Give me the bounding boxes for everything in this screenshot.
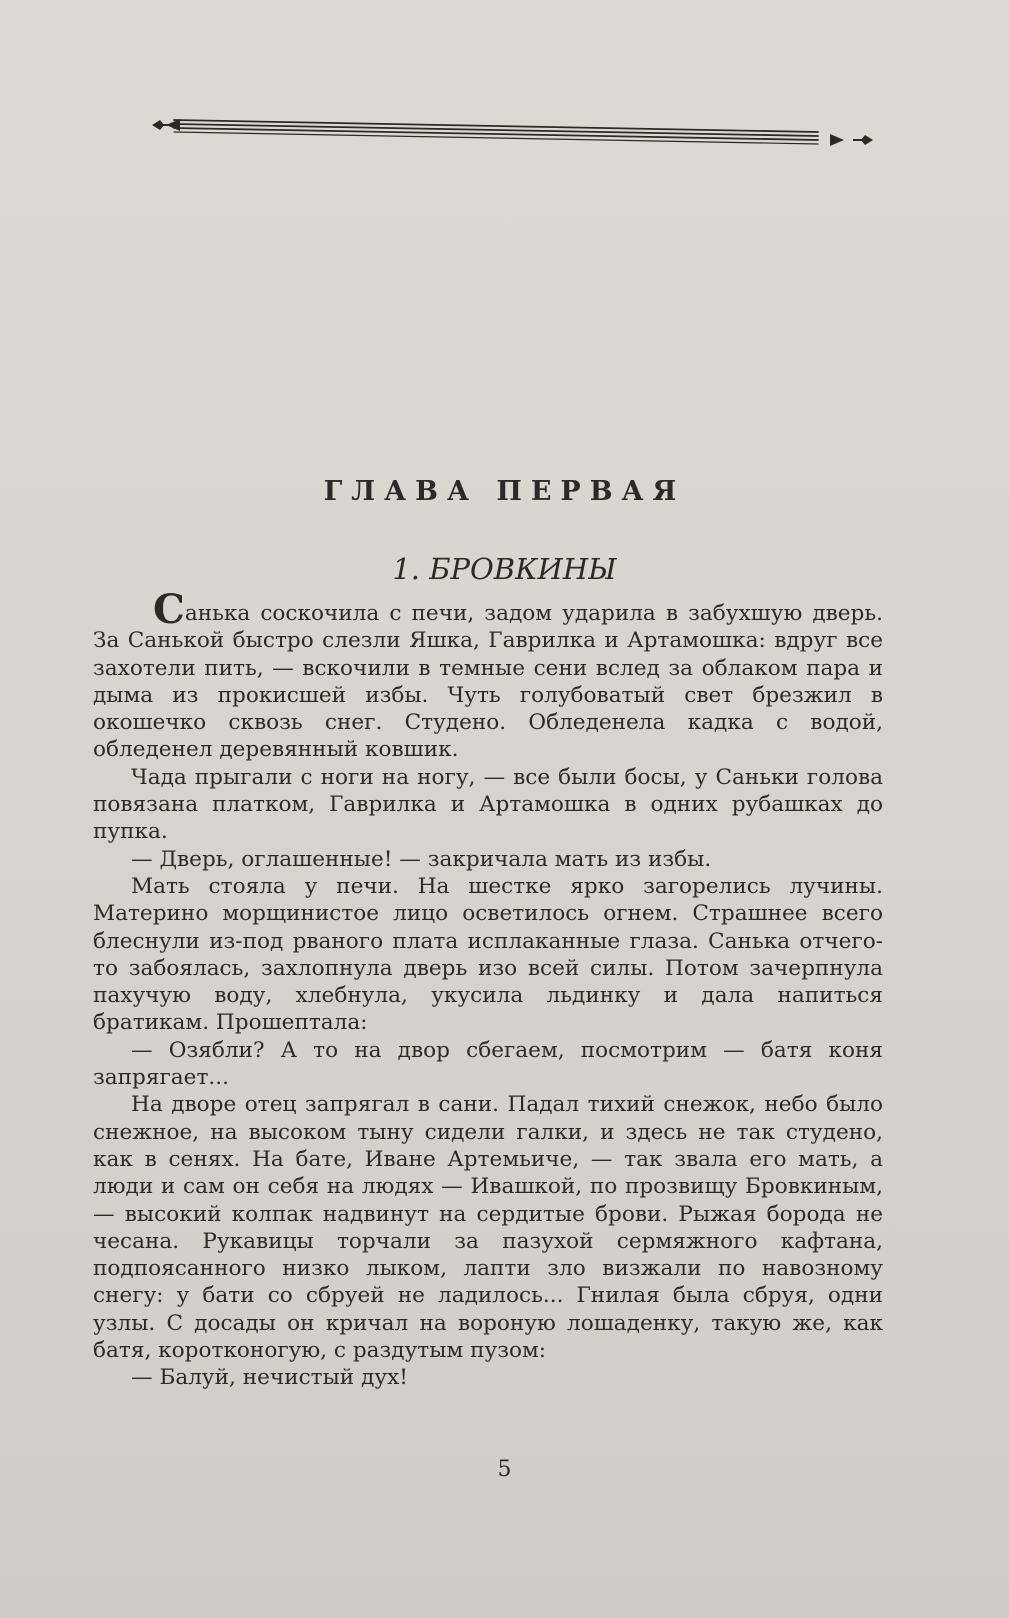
paragraph-7: — Балуй, нечистый дух! <box>131 1365 408 1391</box>
paragraph-5: — Озябли? А то на двор сбегаем, посмотрим — батя коня запрягает... <box>93 1037 883 1091</box>
decorative-rule-icon <box>150 116 875 152</box>
paragraph-6: На дворе отец запрягал в сани. Падал тихий снежок, небо было снежное, на высоком тыну сидели галки, и здесь не так студено, как в сенях. На бате, Иване Артемьиче, — так звала его мать, а люди и сам он себя на людях — Ивашкой, по прозвищу Бровкиным, — высокий колпак надвинут на сердитые брови. Рыжая борода не чесана. Рукавицы торчали за пазухой сермяжного кафтана, подпоясанного низко лыком, лапти зло визжали по навозному снегу: у бати со сбруей не ладилось... Гнилая была сбруя, одни узлы. С досады он кричал на вороную лошаденку, такую же, как батя, коротконогую, с раздутым пузом: <box>93 1092 883 1364</box>
paragraph-2: Чада прыгали с ноги на ногу, — все были босы, у Саньки голова повязана платком, Гаврилка и Артамошка в одних рубашках до пупка. <box>93 764 883 845</box>
paragraph-4: Мать стояла у печи. На шестке ярко загорелись лучины. Материно морщинистое лицо осветилось огнем. Страшнее всего блеснули из-под рваного плата исплаканные глаза. Санька отчего-то забоялась, захлопнула дверь изо всей силы. Потом зачерпнула пахучую воду, хлебнула, укусила льдинку и дала напиться братикам. Прошептала: <box>93 873 883 1036</box>
paragraph-1-text: анька соскочила с печи, задом ударила в забухшую дверь. За Санькой быстро слезли Яшка, Гаврилка и Артамошка: вдруг все захотели пить, — вскочили в темные сени вслед за облаком пара и дыма из прокисшей избы. Чуть голубоватый свет брезжил в окошечко сквозь снег. Студено. Обледенела кадка с водой, обледенел деревянный ковшик. <box>93 601 883 763</box>
body-text <box>93 586 883 1392</box>
drop-cap: С <box>153 586 185 633</box>
paragraph-3: — Дверь, оглашенные! — закричала мать из избы. <box>131 846 712 872</box>
section-title: 1. БРОВКИНЫ <box>392 552 617 586</box>
chapter-title: ГЛАВА ПЕРВАЯ <box>323 476 686 507</box>
page-number: 5 <box>497 1457 512 1482</box>
paragraph-1 <box>93 586 883 764</box>
